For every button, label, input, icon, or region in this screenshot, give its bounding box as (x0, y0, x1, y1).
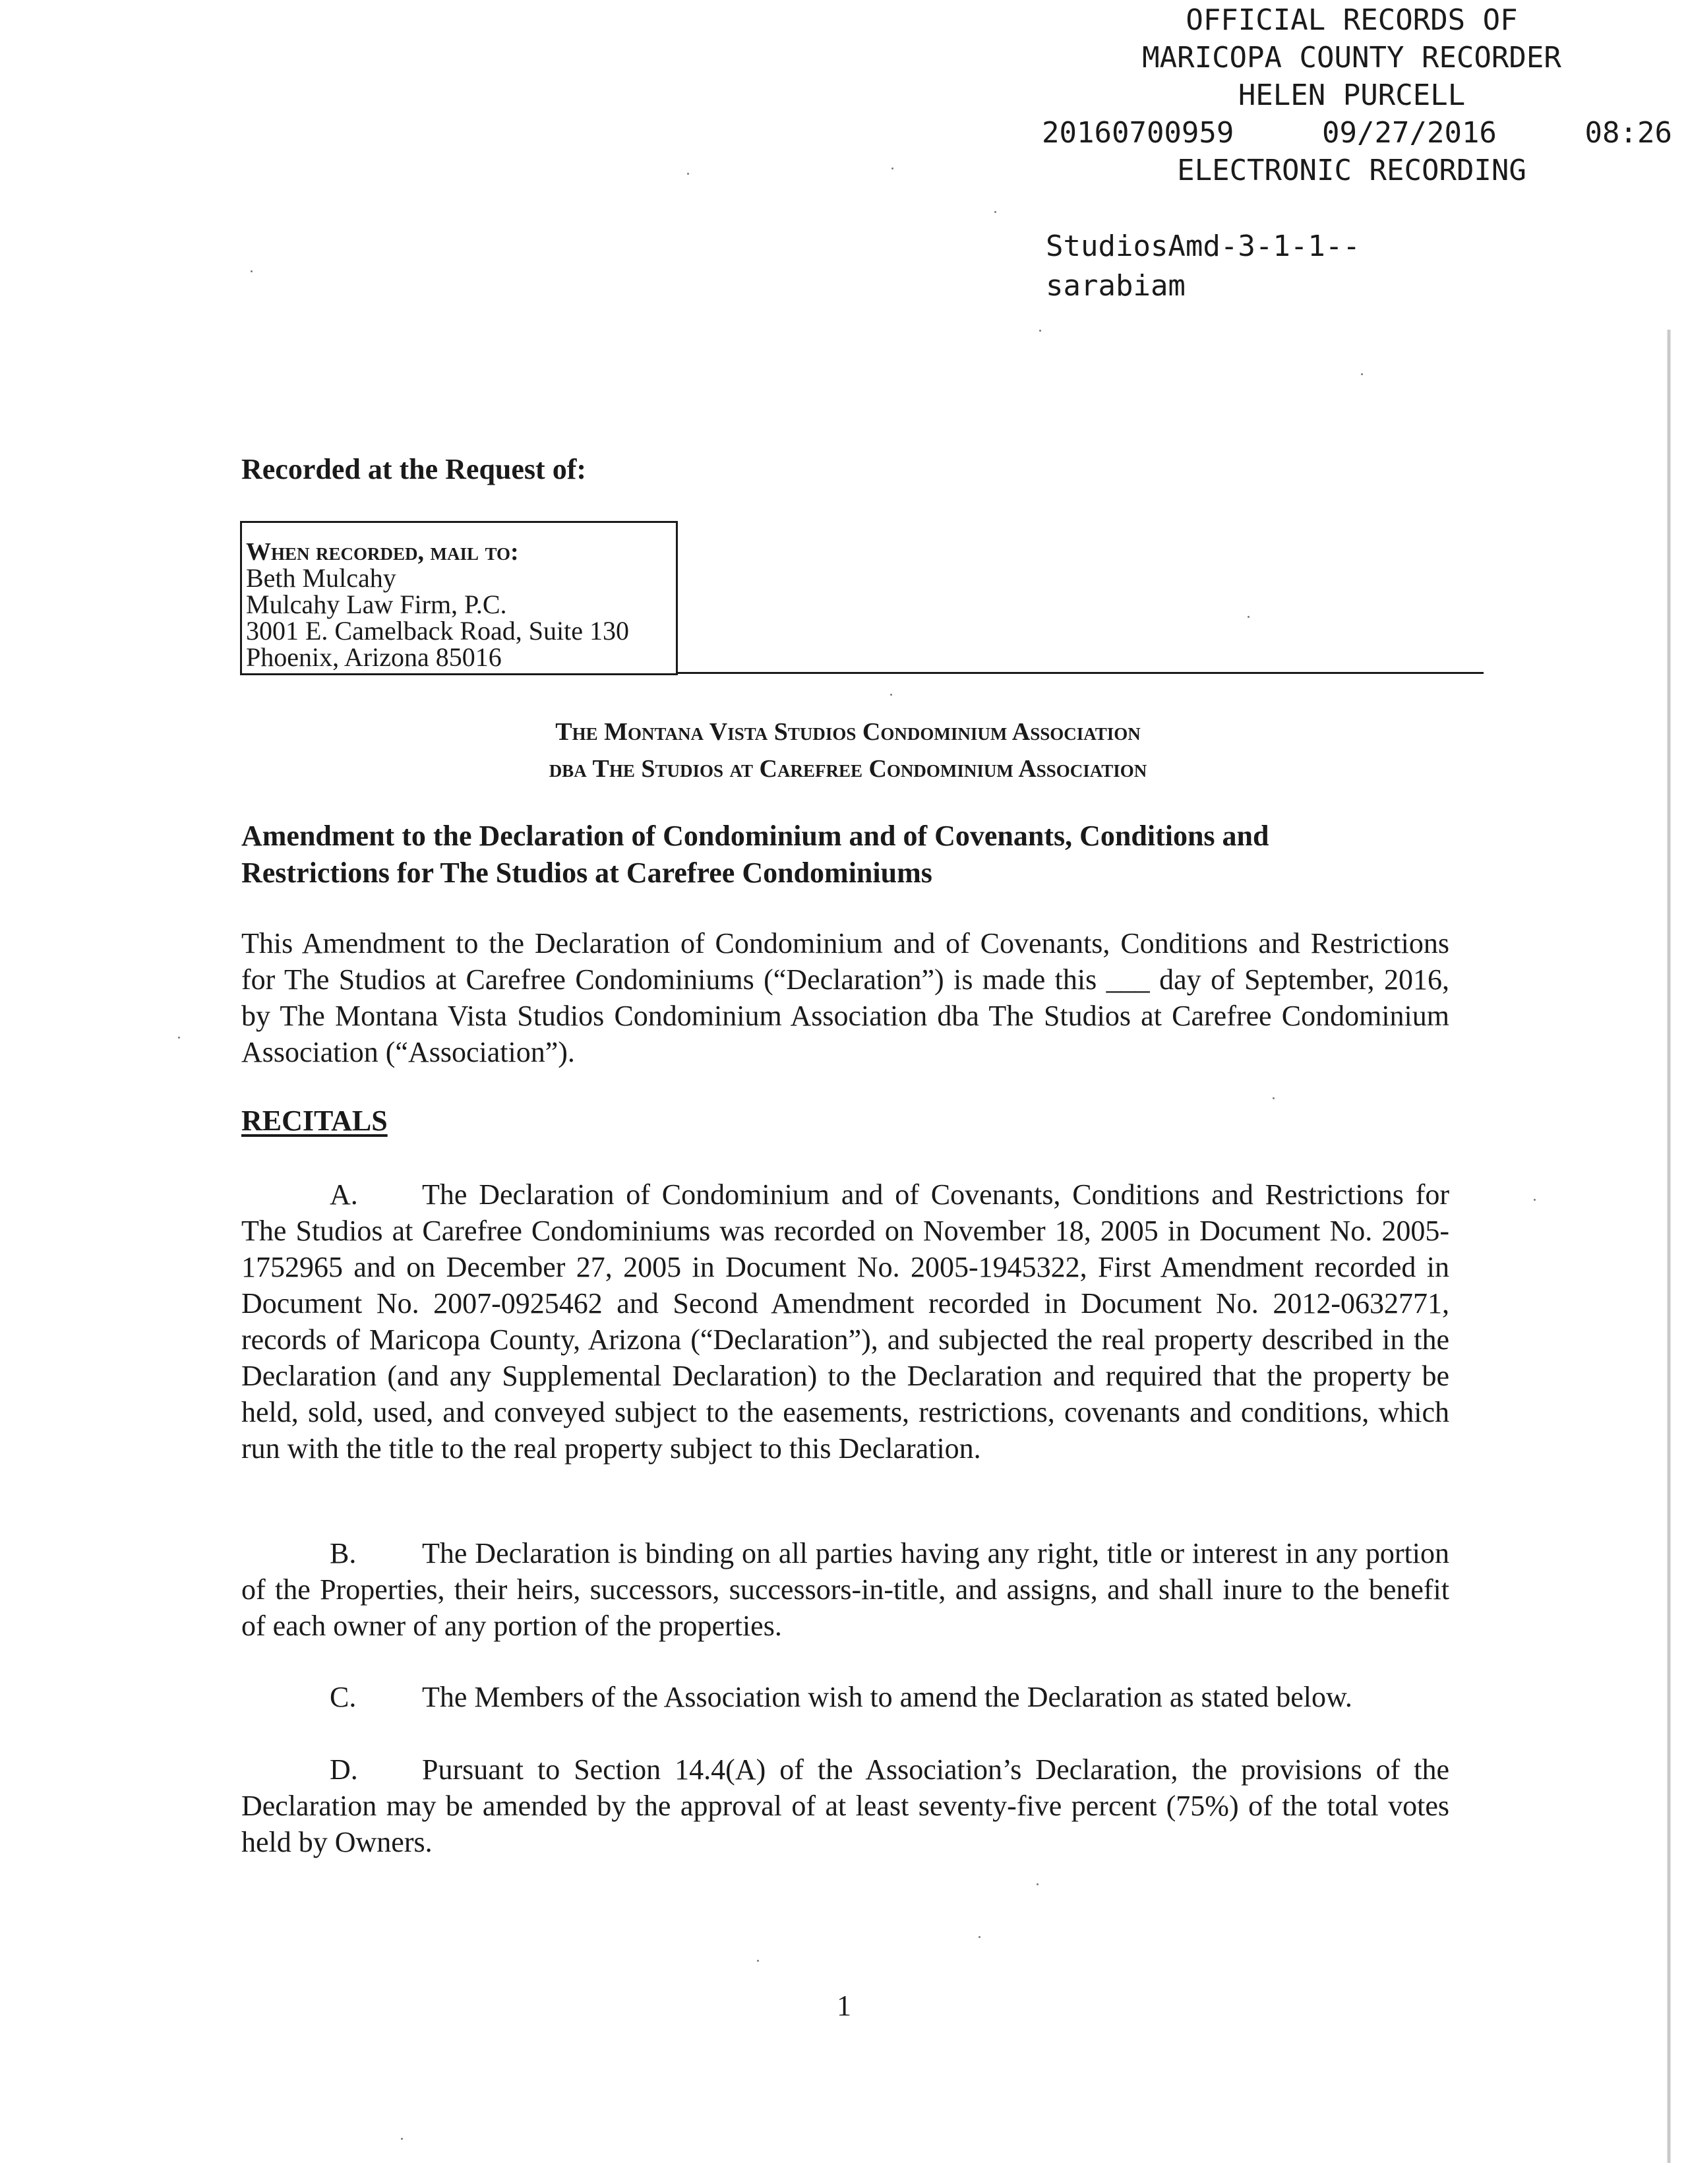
stamp-line-5: ELECTRONIC RECORDING (1177, 154, 1526, 187)
scan-speck (1273, 1097, 1275, 1099)
recital-paragraph (241, 1751, 1449, 1860)
scan-speck (687, 173, 689, 175)
recording-date: 09/27/2016 (1322, 116, 1497, 150)
scan-speck (891, 167, 893, 169)
scan-speck (1248, 616, 1250, 618)
recording-time: 08:26 (1584, 116, 1672, 150)
recital-letter: B. (330, 1537, 357, 1569)
scan-speck (979, 1936, 980, 1938)
recorded-request-label: Recorded at the Request of: (241, 453, 586, 485)
association-title (241, 713, 1455, 787)
scan-speck (178, 1037, 180, 1039)
scan-edge-artifact (1667, 330, 1671, 2163)
scan-speck (1361, 373, 1363, 375)
recital-letter: A. (330, 1178, 358, 1211)
association-line-1: The Montana Vista Studios Condominium Association (555, 718, 1141, 746)
scan-speck (757, 1960, 759, 1962)
amendment-title-line-2: Restrictions for The Studios at Carefree Condominiums (241, 857, 932, 889)
scan-speck (890, 694, 892, 696)
scan-speck (401, 2138, 403, 2140)
mail-to-box (240, 521, 678, 675)
stamp-recording-line (1029, 114, 1675, 152)
amendment-title (241, 818, 1455, 892)
recording-number: 20160700959 (1042, 116, 1234, 150)
scan-speck (1534, 1199, 1536, 1201)
scan-speck (994, 211, 996, 213)
document-code-line-1: StudiosAmd-3-1-1-- (1046, 229, 1360, 263)
recital-paragraph (241, 1679, 1449, 1715)
recital-text: The Declaration of Condominium and of Covenants, Conditions and Restrictions for The Studios at Carefree Condominiums was recorded on November 18, 2005 in Document No. 2005-1752965 and on December 27, 2005 in Document No. 2005-1945322, First Amendment recorded in Document No. 2007-0925462 and Second Amendment recorded in Document No. 2012-0632771, records of Maricopa County, Arizona (“Declaration”), and subjected the real property described in the Declaration (and any Supplemental Declaration) to the Declaration and required that the property be held, sold, used, and conveyed subject to the easements, restrictions, covenants and conditions, which run with the title to the real property subject to this Declaration. (241, 1178, 1449, 1465)
recital-text: The Declaration is binding on all parties having any right, title or interest in any portion of the Properties, their heirs, successors, successors-in-title, and assigns, and shall inure to the benefit of each owner of any portion of the properties. (241, 1537, 1449, 1642)
mail-to-address-2: Phoenix, Arizona 85016 (246, 642, 502, 672)
mail-to-firm: Mulcahy Law Firm, P.C. (246, 590, 507, 619)
scan-speck (251, 270, 253, 272)
recital-letter: C. (330, 1681, 357, 1713)
recitals-heading: RECITALS (241, 1105, 388, 1137)
mail-to-heading: When recorded, mail to: (246, 538, 519, 566)
recorder-stamp (1029, 1, 1675, 189)
recital-text: Pursuant to Section 14.4(A) of the Association’s Declaration, the provisions of the Declaration may be amended by the approval of at least seventy-five percent (75%) of the total votes held by Owners. (241, 1753, 1449, 1858)
recital-paragraph (241, 1176, 1449, 1467)
association-line-2: dba The Studios at Carefree Condominium Association (549, 755, 1147, 783)
intro-paragraph: This Amendment to the Declaration of Condominium and of Covenants, Conditions and Restrictions for The Studios at Carefree Condominiums (“Declaration”) is made this ___ day of September, 2016, by The Montana Vista Studios Condominium Association dba The Studios at Carefree Condominium Association (“Association”). (241, 927, 1449, 1068)
mail-to-name: Beth Mulcahy (246, 563, 396, 593)
document-code-line-2: sarabiam (1046, 269, 1186, 303)
stamp-line-1: OFFICIAL RECORDS OF (1186, 3, 1518, 37)
amendment-title-line-1: Amendment to the Declaration of Condominium and of Covenants, Conditions and (241, 820, 1269, 852)
mail-to-address-1: 3001 E. Camelback Road, Suite 130 (246, 616, 630, 646)
stamp-line-2: MARICOPA COUNTY RECORDER (1142, 41, 1561, 75)
header-rule (678, 672, 1484, 674)
scan-speck (1037, 1883, 1039, 1885)
recital-paragraph (241, 1535, 1449, 1644)
document-code (1046, 227, 1360, 306)
recital-text: The Members of the Association wish to amend the Declaration as stated below. (422, 1681, 1352, 1713)
stamp-line-3: HELEN PURCELL (1238, 78, 1466, 112)
recital-letter: D. (330, 1753, 358, 1786)
scan-speck (1039, 330, 1041, 332)
page-number: 1 (837, 1989, 851, 2022)
